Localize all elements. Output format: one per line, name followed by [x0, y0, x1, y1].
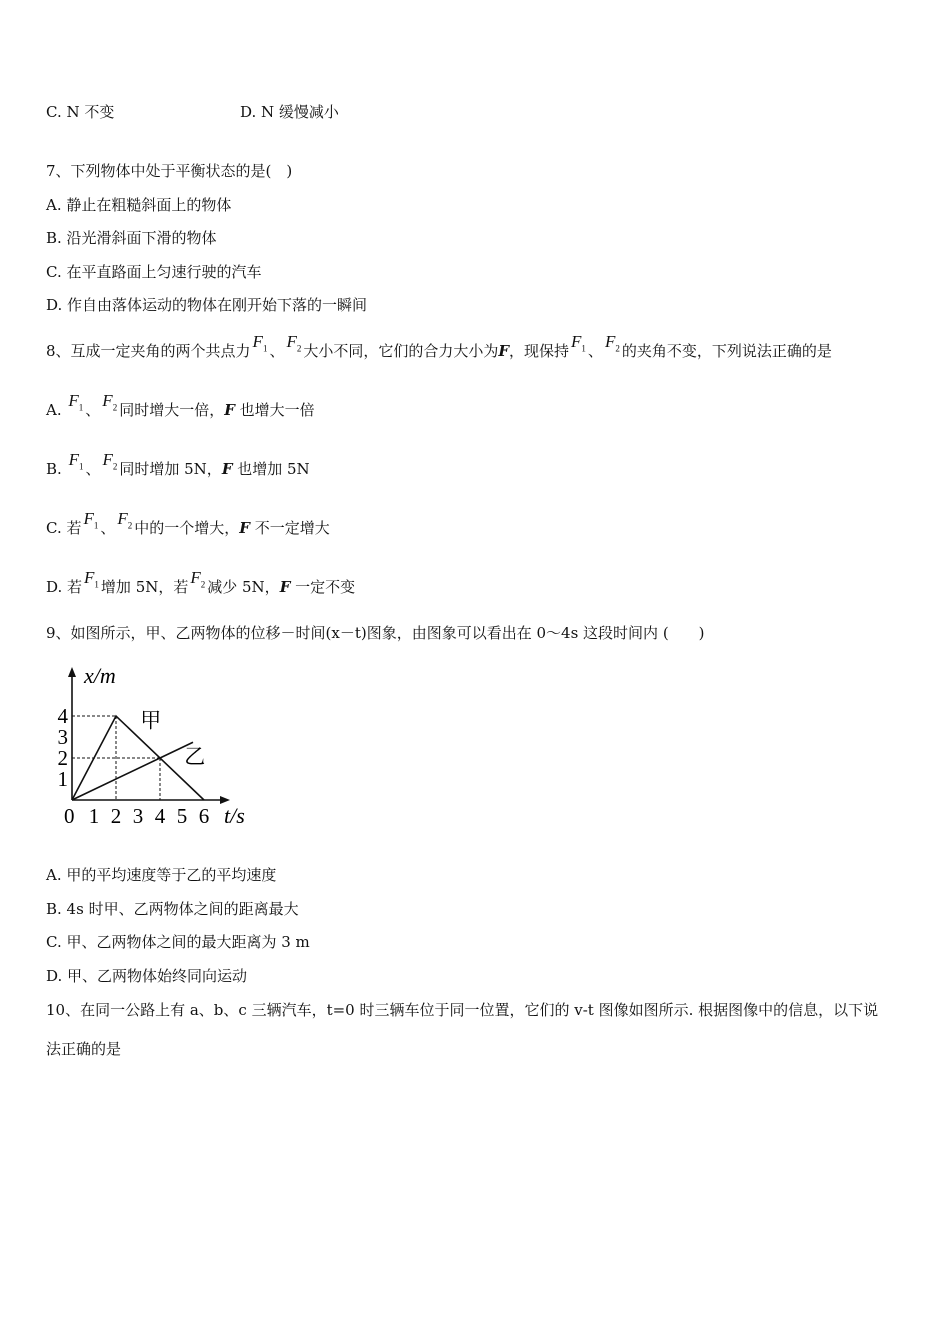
x-axis-label: t/s — [224, 803, 245, 828]
series-label: 甲 — [140, 708, 162, 733]
x-tick-label: 3 — [132, 804, 144, 828]
q8-option-a: A. $F_1$ 、 $F_2$ 同时增大一倍，F 也增大一倍 — [46, 391, 315, 419]
q6-option-c: C. N 不变 — [46, 103, 115, 121]
q7-option-a: A. 静止在粗糙斜面上的物体 — [46, 196, 232, 214]
y-tick-label: 4 — [57, 704, 68, 728]
f2-symbol: $F_2$ — [604, 332, 620, 354]
y-axis-arrow — [68, 667, 76, 677]
q7-option-d: D. 作自由落体运动的物体在刚开始下落的一瞬间 — [46, 296, 368, 314]
f1-symbol: $F_1$ — [252, 332, 268, 354]
y-tick-label: 1 — [57, 767, 68, 791]
x-tick-label: 6 — [198, 804, 210, 828]
xt-chart — [50, 655, 280, 835]
q9-option-c: C. 甲、乙两物体之间的最大距离为 3 m — [46, 933, 310, 951]
x-tick-label: 5 — [176, 804, 188, 828]
q9-option-d: D. 甲、乙两物体始终同向运动 — [46, 967, 248, 985]
y-tick-label: 3 — [57, 725, 68, 749]
q8-option-d: D. 若 $F_1$ 增加 5N，若 $F_2$ 减少 5N，F 一定不变 — [46, 568, 356, 596]
f2-symbol: $F_2$ — [286, 332, 302, 354]
q8-option-c: C. 若 $F_1$ 、 $F_2$ 中的一个增大，F 不一定增大 — [46, 509, 330, 537]
q7-option-c: C. 在平直路面上匀速行驶的汽车 — [46, 263, 262, 281]
q10-stem-line1: 10、在同一公路上有 a、b、c 三辆汽车，t=0 时三辆车位于同一位置，它们的 v-t 图像如图所示. 根据图像中的信息，以下说 — [46, 1001, 879, 1019]
x-tick-label: 4 — [154, 804, 166, 828]
x-tick-label: 1 — [88, 804, 100, 828]
y-axis-label: x/m — [84, 663, 116, 688]
q6-options — [46, 102, 339, 122]
q7-stem: 7、下列物体中处于平衡状态的是( ) — [46, 162, 293, 180]
x-tick-label: 0 — [64, 804, 75, 828]
series-label: 乙 — [184, 744, 206, 769]
q9-option-b: B. 4s 时甲、乙两物体之间的距离最大 — [46, 900, 299, 918]
q9-option-a: A. 甲的平均速度等于乙的平均速度 — [46, 866, 277, 884]
q6-option-d: D. N 缓慢减小 — [240, 103, 339, 121]
q8-stem: 8、互成一定夹角的两个共点力 $F_1$ 、 $F_2$ 大小不同，它们的合力大小为F，现保持 $F_1$ 、 $F_2$ 的夹角不变，下列说法正确的是 — [46, 332, 832, 360]
q10-stem-line2: 法正确的是 — [46, 1040, 122, 1058]
f1-symbol: $F_1$ — [571, 332, 586, 354]
x-tick-label: 2 — [110, 804, 122, 828]
q8-option-b: B. $F_1$ 、 $F_2$ 同时增加 5N，F 也增加 5N — [46, 450, 310, 478]
y-tick-label: 2 — [57, 746, 68, 770]
q7-option-b: B. 沿光滑斜面下滑的物体 — [46, 229, 217, 247]
q9-stem: 9、如图所示，甲、乙两物体的位移－时间(x－t)图象，由图象可以看出在 0～4s 这段时间内 ( ) — [46, 624, 705, 642]
